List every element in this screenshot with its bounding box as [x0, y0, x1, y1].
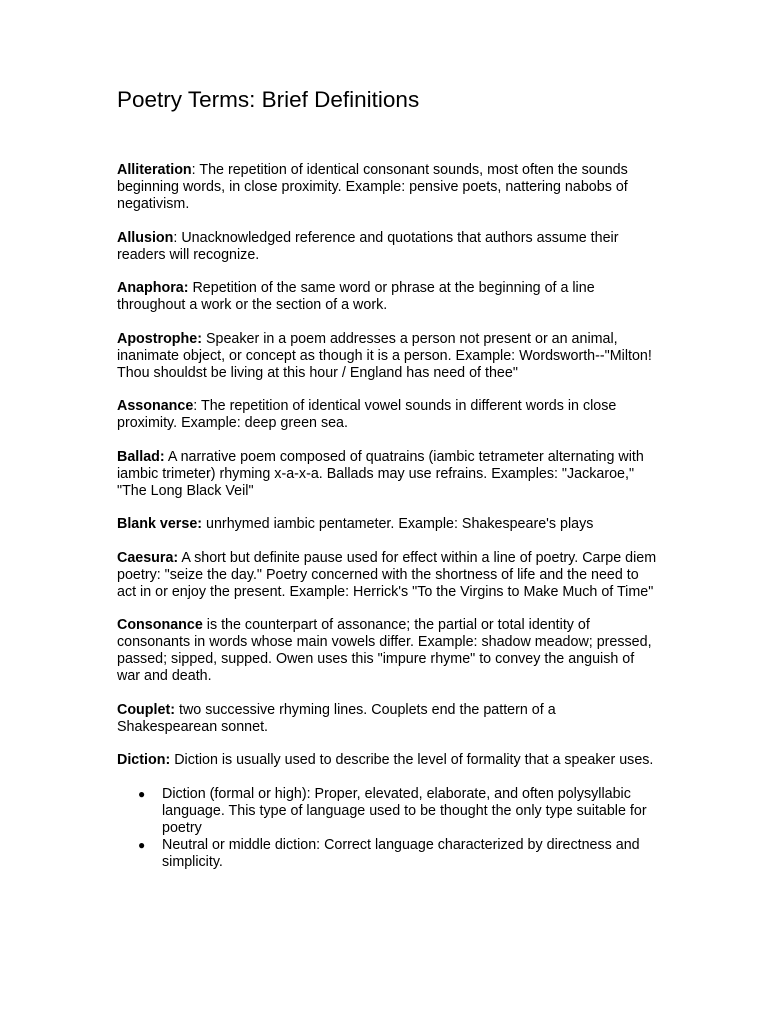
term-separator: : [191, 162, 200, 178]
term-label: Ballad: [117, 448, 165, 465]
bullet-icon: ● [138, 837, 146, 852]
term-label: Assonance [117, 398, 194, 414]
diction-bullet-list [117, 786, 657, 871]
term-definition: A short but definite pause used for effect within a line of poetry. [181, 549, 579, 566]
term-definition: The repetition of identical vowel sounds in different words in close proximity. Example: deep green sea. [117, 398, 617, 431]
entry-couplet [117, 702, 657, 736]
list-item [117, 837, 657, 871]
entry-caesura [117, 550, 657, 601]
entry-consonance [117, 617, 657, 685]
term-definition: The repetition of identical consonant sounds, most often the sounds beginning words, in close proximity. Example: pensive poets, nattering nabobs of negativism. [117, 162, 628, 212]
term-definition: Unacknowledged reference and quotations that authors assume their readers will recognize. [117, 229, 619, 263]
list-item-text: Diction (formal or high): Proper, elevated, elaborate, and often polysyllabic language. This type of language used to be thought the only type suitable for poetry [162, 785, 647, 836]
entry-blank-verse [117, 516, 657, 533]
term-definition: Speaker in a poem addresses a person not present or an animal, inanimate object, or concept as though it is a person. Example: Wordsworth--"Milton! Thou shouldst be living at this hour / England has need of thee" [117, 330, 652, 381]
term-definition: two successive rhyming lines. Couplets end the pattern of a Shakespearean sonnet. [117, 701, 556, 735]
carpe-diem-definition: Carpe diem poetry: "seize the day." Poetry concerned with the shortness of life and the need to act in or enjoy the present. Example: Herrick's "To the Virgins to Make Much of Time" [117, 549, 657, 600]
term-definition: Diction is usually used to describe the level of formality that a speaker uses. [174, 752, 654, 768]
term-separator: : [193, 398, 201, 414]
term-label: Couplet: [117, 701, 175, 718]
bullet-icon: ● [138, 786, 146, 801]
definitions-list [117, 162, 657, 871]
term-label: Allusion [117, 229, 174, 246]
term-label: Diction: [117, 752, 171, 768]
entry-assonance [117, 398, 657, 432]
term-label: Blank verse: [117, 516, 203, 532]
term-definition: is the counterpart of assonance; the partial or total identity of consonants in words whose main vowels differ. Example: shadow meadow; pressed, passed; sipped, supped. Owen uses this "impure rhyme" to convey the anguish of war and death. [117, 617, 652, 684]
entry-ballad [117, 449, 657, 500]
document-title: Poetry Terms: Brief Definitions [117, 87, 420, 112]
term-label: Consonance [117, 617, 203, 633]
term-definition: unrhymed iambic pentameter. Example: Shakespeare's plays [206, 516, 594, 532]
term-definition: A narrative poem composed of quatrains (iambic tetrameter alternating with iambic trimeter) rhyming x-a-x-a. Ballads may use refrains. Examples: "Jackaroe," "The Long Black Veil" [117, 448, 644, 499]
term-separator: : [173, 229, 182, 246]
entry-alliteration [117, 162, 657, 213]
term-label: Anaphora: [117, 280, 189, 296]
list-item [117, 786, 657, 837]
list-item-text: Neutral or middle diction: Correct language characterized by directness and simplicity. [162, 836, 640, 870]
term-label: Alliteration [117, 162, 192, 178]
entry-apostrophe [117, 331, 657, 382]
term-label: Apostrophe: [117, 330, 202, 347]
entry-allusion [117, 230, 657, 264]
term-label: Caesura: [117, 549, 179, 566]
entry-diction [117, 752, 657, 769]
entry-anaphora [117, 280, 657, 314]
term-definition: Repetition of the same word or phrase at the beginning of a line throughout a work or the section of a work. [117, 280, 595, 313]
